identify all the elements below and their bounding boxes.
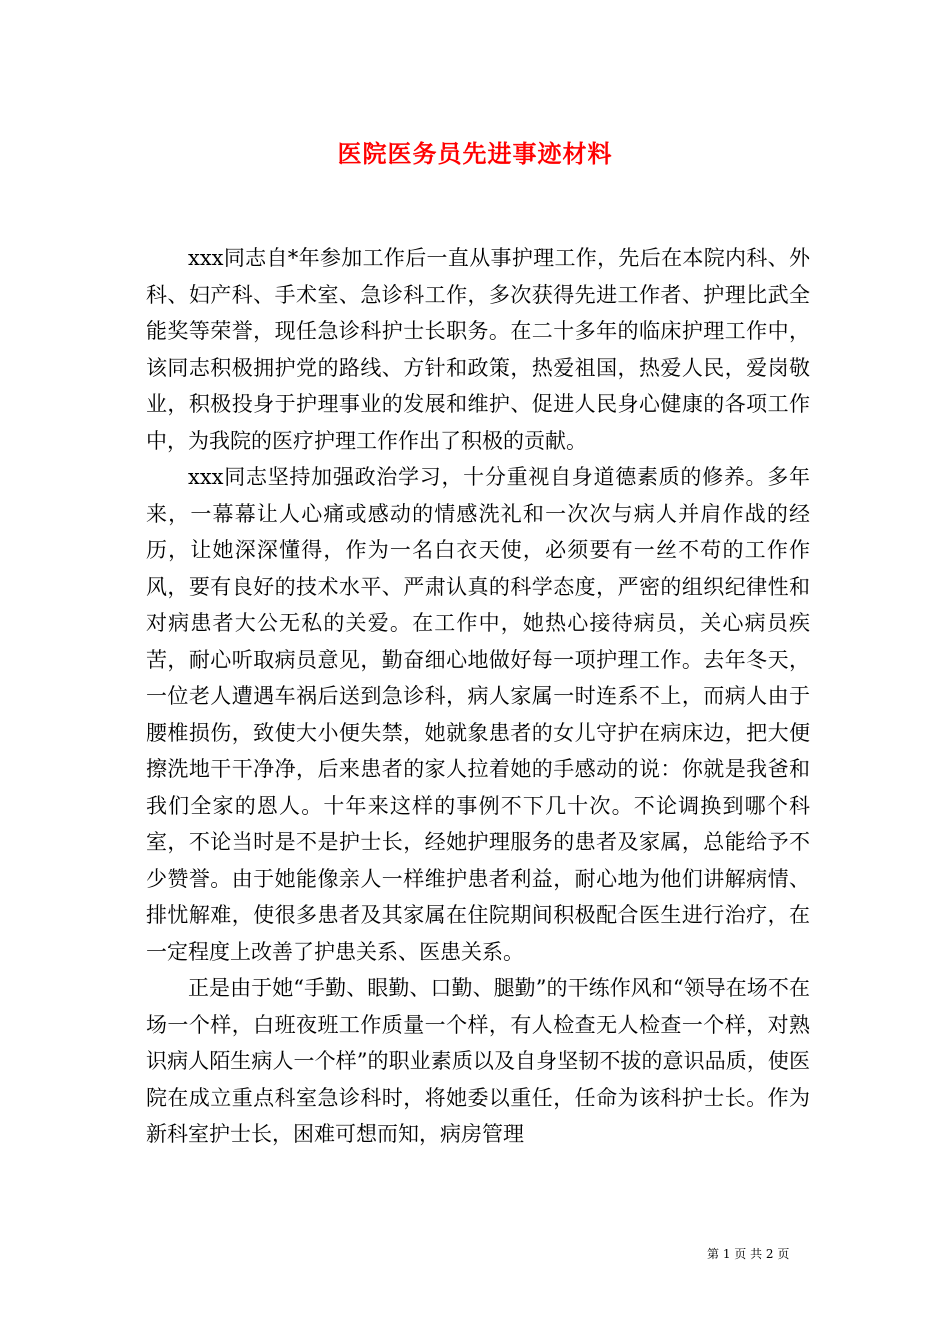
paragraph-3: 正是由于她“手勤、眼勤、口勤、腿勤”的干练作风和“领导在场不在场一个样，白班夜班工作质量一个样，有人检查无人检查一个样，对熟识病人陌生病人一个样”的职业素质以及自身坚韧不拔的意识品质，使医院在成立重点科室急诊科时，将她委以重任，任命为该科护士长。作为新科室护士长，困难可想而知，病房管理 xyxy=(146,976,810,1146)
document-title: 医院医务员先进事迹材料 xyxy=(337,139,613,168)
page-number: 第 1 页 共 2 页 xyxy=(707,1247,790,1261)
paragraph-2: xxx同志坚持加强政治学习，十分重视自身道德素质的修养。多年来，一幕幕让人心痛或感动的情感洗礼和一次次与病人并肩作战的经历，让她深深懂得，作为一名白衣天使，必须要有一丝不苟的工作作风，要有良好的技术水平、严肃认真的科学态度，严密的组织纪律性和对病患者大公无私的关爱。在工作中，她热心接待病员，关心病员疾苦，耐心听取病员意见，勤奋细心地做好每一项护理工作。去年冬天，一位老人遭遇车祸后送到急诊科，病人家属一时连系不上，而病人由于腰椎损伤，致使大小便失禁，她就象患者的女儿守护在病床边，把大便擦洗地干干净净，后来患者的家人拉着她的手感动的说：你就是我爸和我们全家的恩人。十年来这样的事例不下几十次。不论调换到哪个科室，不论当时是不是护士长，经她护理服务的患者及家属，总能给予不少赞誉。由于她能像亲人一样维护患者利益，耐心地为他们讲解病情、排忧解难，使很多患者及其家属在住院期间积极配合医生进行治疗，在一定程度上改善了护患关系、医患关系。 xyxy=(146,465,810,964)
paragraph-1: xxx同志自*年参加工作后一直从事护理工作，先后在本院内科、外科、妇产科、手术室、急诊科工作，多次获得先进工作者、护理比武全能奖等荣誉，现任急诊科护士长职务。在二十多年的临床护理工作中，该同志积极拥护党的路线、方针和政策，热爱祖国，热爱人民，爱岗敬业，积极投身于护理事业的发展和维护、促进人民身心健康的各项工作中，为我院的医疗护理工作作出了积极的贡献。 xyxy=(146,246,810,453)
document-body xyxy=(146,240,810,1153)
